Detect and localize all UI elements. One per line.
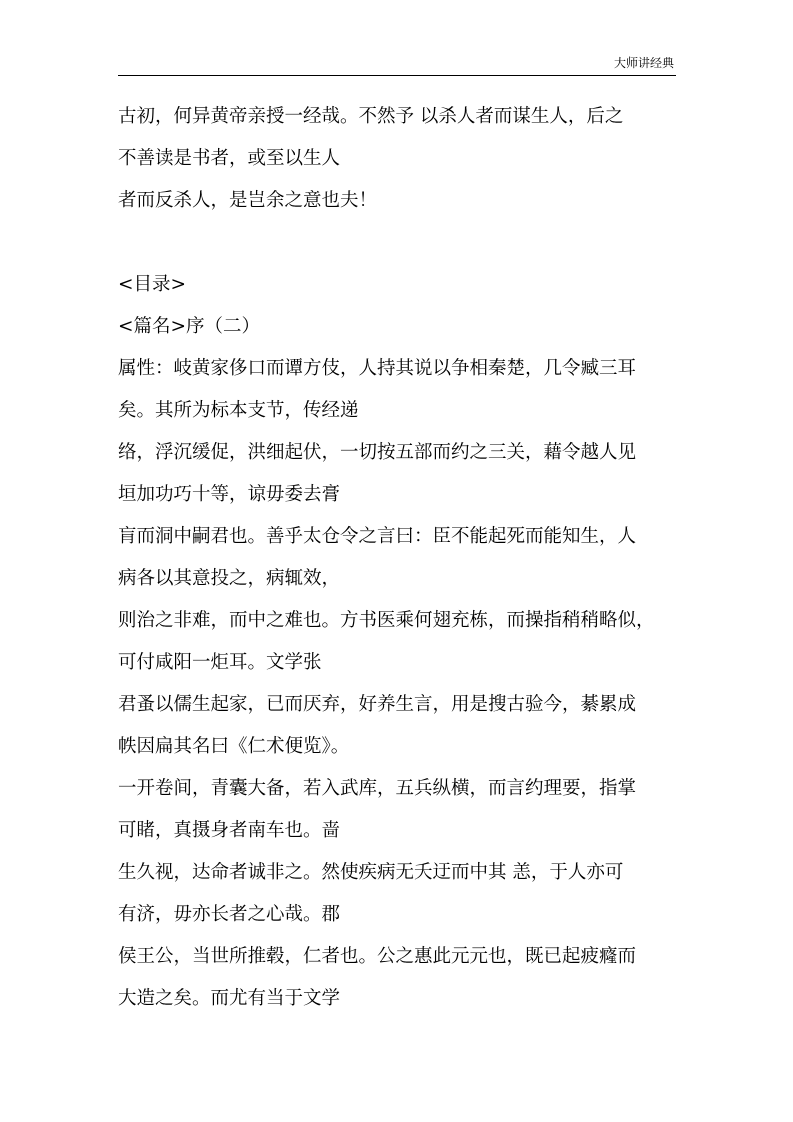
text-line: 不善读是书者，或至以生人 [118,148,341,169]
text-line: 者而反杀人，是岂余之意也夫！ [118,190,378,211]
text-line: 古初，何异黄帝亲授一经哉。不然予 以杀人者而谋生人，后之 [118,106,624,127]
blank-line [118,222,678,264]
text-line: 大造之矣。而尤有当于文学 [118,988,341,1009]
text-line: 有济，毋亦长者之心哉。郡 [118,904,341,925]
text-line: 病各以其意投之，病辄效， [118,568,341,589]
text-line: 帙因扁其名曰《仁术便览》。 [118,736,350,757]
text-line: 可付咸阳一炬耳。文学张 [118,652,322,673]
text-line: 肓而洞中嗣君也。善乎太仓令之言曰：臣不能起死而能知生，人 [118,526,637,547]
toc-marker: <目录> [118,274,187,295]
header-title: 大师讲经典 [613,56,674,70]
chapter-title: <篇名>序（二） [118,316,261,337]
page-header [118,56,676,76]
text-line: 一开卷间，青囊大备，若入武库，五兵纵横，而言约理要，指掌 [118,778,637,799]
text-line: 矣。其所为标本支节，传经递 [118,400,359,421]
text-line: 君蚤以儒生起家，已而厌弃，好养生言，用是搜古验今，綦累成 [118,694,637,715]
document-body [118,96,678,1020]
text-line: 侯王公，当世所推毂，仁者也。公之惠此元元也，既已起疲癃而 [118,946,637,967]
text-line: 属性：岐黄家侈口而谭方伎，人持其说以争相秦楚，几令臧三耳 [118,358,637,379]
text-line: 络，浮沉缓促，洪细起伏，一切按五部而约之三关，藉令越人见 [118,442,637,463]
text-line: 则治之非难，而中之难也。方书医乘何翅充栋，而操指稍稍略似， [118,610,655,631]
text-line: 可睹，真摄身者南车也。啬 [118,820,341,841]
text-line: 垣加功巧十等，谅毋委去膏 [118,484,341,505]
text-line: 生久视，达命者诚非之。然使疾病无夭迂而中其 恙，于人亦可 [118,862,624,883]
